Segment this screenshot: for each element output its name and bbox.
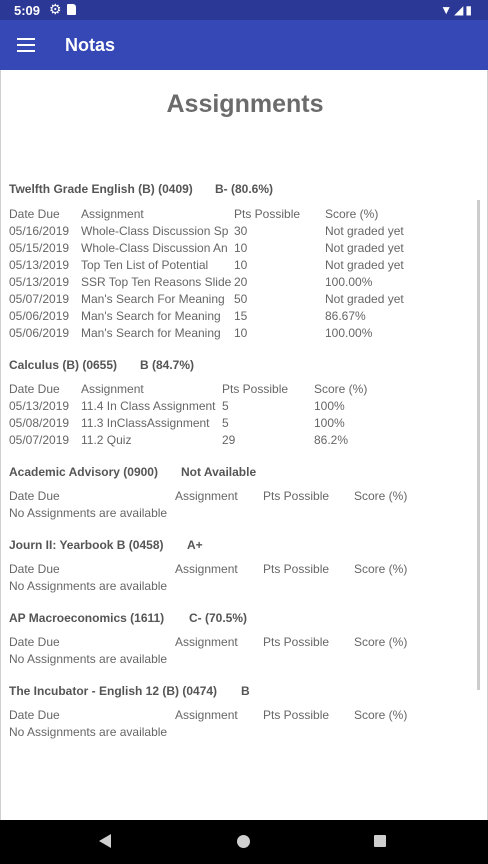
assignment-score-cell: Not graded yet bbox=[325, 292, 404, 306]
assignment-pts-possible-cell: 5 bbox=[222, 399, 229, 413]
assignment-score-cell: 86.2% bbox=[314, 433, 349, 447]
column-header-date-due: Date Due bbox=[9, 562, 60, 576]
assignment-assignment-cell: Man's Search For Meaning bbox=[81, 292, 225, 306]
assignment-pts-possible-cell: 10 bbox=[234, 258, 248, 272]
assignment-assignment-cell: SSR Top Ten Reasons Slide bbox=[81, 275, 232, 289]
column-header-date-due: Date Due bbox=[9, 382, 60, 396]
course-name: Twelfth Grade English (B) (0409) bbox=[9, 182, 193, 196]
column-header-date-due: Date Due bbox=[9, 207, 60, 221]
assignment-date-due-cell: 05/13/2019 bbox=[9, 258, 70, 272]
status-bar bbox=[0, 0, 488, 20]
assignment-score-cell: Not graded yet bbox=[325, 258, 404, 272]
gear-icon: ⚙ bbox=[49, 1, 62, 17]
assignments-content[interactable] bbox=[0, 70, 488, 820]
column-header-pts-possible: Pts Possible bbox=[222, 382, 289, 396]
column-header-pts-possible: Pts Possible bbox=[234, 207, 301, 221]
course-grade: B (84.7%) bbox=[140, 358, 195, 372]
assignment-pts-possible-cell: 50 bbox=[234, 292, 248, 306]
scrollbar[interactable] bbox=[477, 200, 480, 690]
assignment-pts-possible-cell: 29 bbox=[222, 433, 236, 447]
assignment-pts-possible-cell: 5 bbox=[222, 416, 229, 430]
course-name: AP Macroeconomics (1611) bbox=[9, 611, 165, 625]
assignment-date-due-cell: 05/13/2019 bbox=[9, 399, 70, 413]
assignment-score-cell: 100.00% bbox=[325, 326, 373, 340]
assignment-assignment-cell: Man's Search for Meaning bbox=[81, 326, 221, 340]
column-header-assignment: Assignment bbox=[175, 708, 238, 722]
column-header-score: Score (%) bbox=[354, 562, 408, 576]
course-header bbox=[9, 182, 274, 196]
column-header-pts-possible: Pts Possible bbox=[263, 708, 330, 722]
column-header-assignment: Assignment bbox=[175, 635, 238, 649]
recents-icon[interactable] bbox=[374, 835, 386, 847]
assignment-date-due-cell: 05/15/2019 bbox=[9, 241, 70, 255]
back-icon[interactable] bbox=[99, 834, 111, 848]
course-header bbox=[9, 358, 195, 372]
course-name: Journ II: Yearbook B (0458) bbox=[9, 538, 164, 552]
column-header-pts-possible: Pts Possible bbox=[263, 562, 330, 576]
assignment-assignment-cell: 11.3 InClassAssignment bbox=[81, 416, 210, 430]
assignment-score-cell: 100% bbox=[314, 416, 345, 430]
assignment-assignment-cell: Whole-Class Discussion An bbox=[81, 241, 228, 255]
empty-assignments-message: No Assignments are available bbox=[9, 579, 168, 593]
assignment-assignment-cell: 11.4 In Class Assignment bbox=[81, 399, 216, 413]
assignment-score-cell: 100.00% bbox=[325, 275, 373, 289]
course-header bbox=[9, 465, 257, 479]
page-title: Assignments bbox=[166, 90, 324, 118]
assignment-assignment-cell: Top Ten List of Potential bbox=[81, 258, 209, 272]
assignment-date-due-cell: 05/08/2019 bbox=[9, 416, 70, 430]
empty-assignments-message: No Assignments are available bbox=[9, 506, 168, 520]
course-grade: B- (80.6%) bbox=[215, 182, 274, 196]
assignment-score-cell: 100% bbox=[314, 399, 345, 413]
column-header-score: Score (%) bbox=[325, 207, 379, 221]
assignment-pts-possible-cell: 10 bbox=[234, 241, 248, 255]
assignment-score-cell: 86.67% bbox=[325, 309, 366, 323]
course-name: Academic Advisory (0900) bbox=[9, 465, 158, 479]
column-header-assignment: Assignment bbox=[175, 489, 238, 503]
app-bar bbox=[0, 20, 488, 70]
navigation-bar bbox=[0, 820, 488, 864]
assignment-pts-possible-cell: 15 bbox=[234, 309, 248, 323]
home-icon[interactable] bbox=[237, 835, 250, 848]
empty-assignments-message: No Assignments are available bbox=[9, 652, 168, 666]
wifi-icon: ▼ bbox=[440, 3, 455, 17]
course-header bbox=[9, 611, 248, 625]
course-header bbox=[9, 684, 250, 698]
column-header-date-due: Date Due bbox=[9, 708, 60, 722]
column-header-pts-possible: Pts Possible bbox=[263, 489, 330, 503]
assignment-date-due-cell: 05/07/2019 bbox=[9, 433, 70, 447]
course-grade: A+ bbox=[187, 538, 203, 552]
assignment-pts-possible-cell: 10 bbox=[234, 326, 248, 340]
column-header-assignment: Assignment bbox=[81, 382, 144, 396]
column-header-assignment: Assignment bbox=[175, 562, 238, 576]
battery-icon: ▮ bbox=[465, 3, 474, 17]
assignment-date-due-cell: 05/16/2019 bbox=[9, 224, 70, 238]
assignment-score-cell: Not graded yet bbox=[325, 241, 404, 255]
column-header-score: Score (%) bbox=[314, 382, 368, 396]
course-name: The Incubator - English 12 (B) (0474) bbox=[9, 684, 218, 698]
signal-icon: ◢ bbox=[454, 3, 466, 17]
assignment-assignment-cell: 11.2 Quiz bbox=[81, 433, 132, 447]
course-grade: B bbox=[241, 684, 250, 698]
hamburger-menu-icon[interactable] bbox=[17, 38, 35, 52]
course-grade: C- (70.5%) bbox=[189, 611, 248, 625]
column-header-score: Score (%) bbox=[354, 708, 408, 722]
assignment-date-due-cell: 05/06/2019 bbox=[9, 309, 70, 323]
assignment-score-cell: Not graded yet bbox=[325, 224, 404, 238]
column-header-date-due: Date Due bbox=[9, 489, 60, 503]
course-grade: Not Available bbox=[181, 465, 257, 479]
column-header-score: Score (%) bbox=[354, 635, 408, 649]
assignment-date-due-cell: 05/07/2019 bbox=[9, 292, 70, 306]
empty-assignments-message: No Assignments are available bbox=[9, 725, 168, 739]
column-header-pts-possible: Pts Possible bbox=[263, 635, 330, 649]
assignment-assignment-cell: Whole-Class Discussion Sp bbox=[81, 224, 229, 238]
course-header bbox=[9, 538, 203, 552]
course-name: Calculus (B) (0655) bbox=[9, 358, 118, 372]
column-header-assignment: Assignment bbox=[81, 207, 144, 221]
status-time: 5:09 bbox=[14, 3, 41, 18]
assignment-pts-possible-cell: 20 bbox=[234, 275, 248, 289]
assignment-date-due-cell: 05/06/2019 bbox=[9, 326, 70, 340]
assignment-pts-possible-cell: 30 bbox=[234, 224, 248, 238]
app-title: Notas bbox=[65, 35, 116, 55]
assignment-assignment-cell: Man's Search for Meaning bbox=[81, 309, 221, 323]
assignment-date-due-cell: 05/13/2019 bbox=[9, 275, 70, 289]
column-header-score: Score (%) bbox=[354, 489, 408, 503]
sd-card-icon bbox=[67, 4, 76, 15]
system-status-icons bbox=[440, 3, 474, 17]
column-header-date-due: Date Due bbox=[9, 635, 60, 649]
